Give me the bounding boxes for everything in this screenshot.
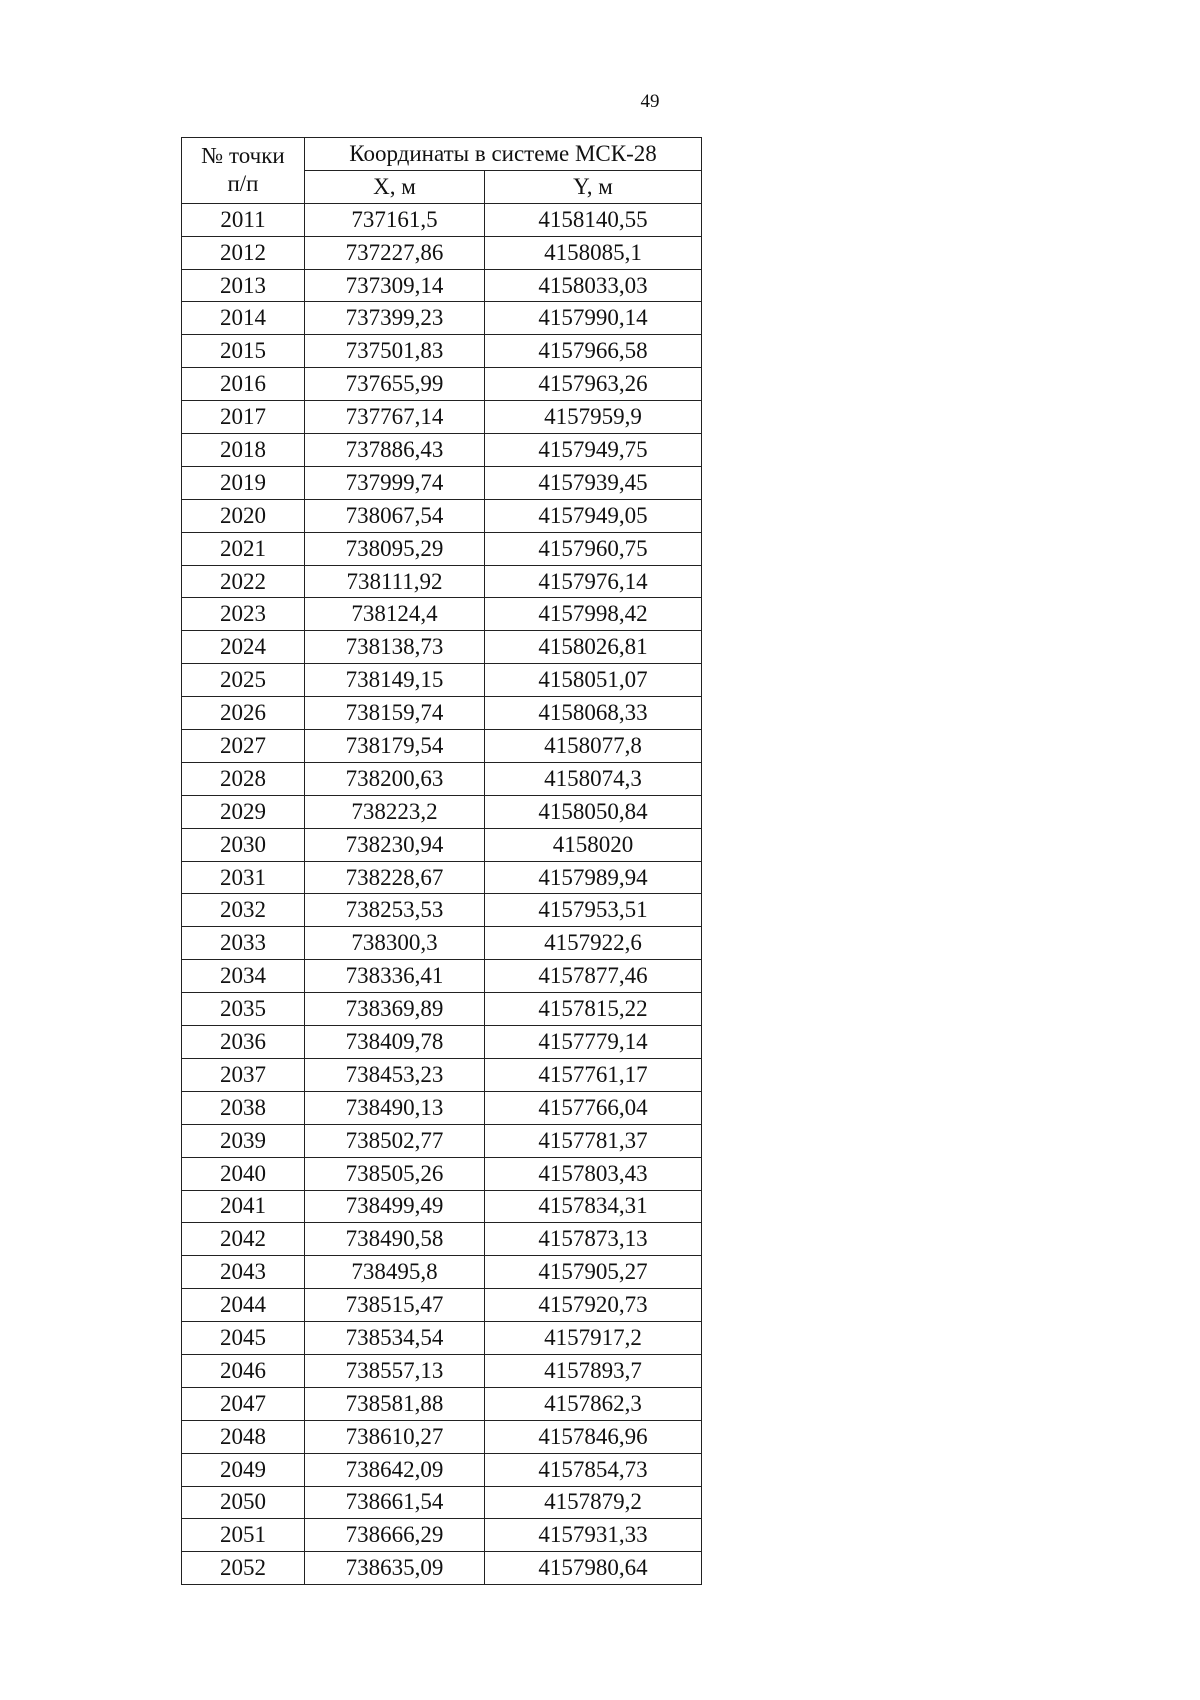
point-number-cell: 2026: [182, 697, 305, 730]
point-number-cell: 2027: [182, 730, 305, 763]
table-row: [182, 1322, 702, 1355]
table-row: [182, 697, 702, 730]
table-row: [182, 236, 702, 269]
y-coordinate-cell: 4157920,73: [485, 1289, 702, 1322]
x-coordinate-cell: 738534,54: [305, 1322, 485, 1355]
point-number-cell: 2036: [182, 1026, 305, 1059]
point-number-cell: 2051: [182, 1519, 305, 1552]
y-coordinate-cell: 4158050,84: [485, 795, 702, 828]
x-coordinate-cell: 738228,67: [305, 861, 485, 894]
x-coordinate-cell: 738253,53: [305, 894, 485, 927]
x-coordinate-cell: 737309,14: [305, 269, 485, 302]
y-coordinate-cell: 4157960,75: [485, 532, 702, 565]
table-row: [182, 960, 702, 993]
table-row: [182, 368, 702, 401]
point-number-cell: 2012: [182, 236, 305, 269]
point-number-cell: 2028: [182, 762, 305, 795]
point-number-cell: 2019: [182, 466, 305, 499]
table-row: [182, 565, 702, 598]
table-row: [182, 631, 702, 664]
y-coordinate-cell: 4157976,14: [485, 565, 702, 598]
y-coordinate-cell: 4157949,75: [485, 434, 702, 467]
table-row: [182, 302, 702, 335]
point-number-cell: 2023: [182, 598, 305, 631]
x-coordinate-cell: 738409,78: [305, 1026, 485, 1059]
point-number-label: № точки: [201, 143, 285, 169]
x-coordinate-cell: 738230,94: [305, 828, 485, 861]
table-row: [182, 1223, 702, 1256]
x-coordinate-cell: 737655,99: [305, 368, 485, 401]
y-coordinate-cell: 4157959,9: [485, 401, 702, 434]
point-number-cell: 2034: [182, 960, 305, 993]
y-coordinate-cell: 4157761,17: [485, 1058, 702, 1091]
x-coordinate-cell: 737227,86: [305, 236, 485, 269]
x-coordinate-cell: 738124,4: [305, 598, 485, 631]
point-number-cell: 2011: [182, 203, 305, 236]
point-number-cell: 2040: [182, 1157, 305, 1190]
y-coordinate-cell: 4157905,27: [485, 1256, 702, 1289]
y-coordinate-cell: 4157953,51: [485, 894, 702, 927]
table-row: [182, 1519, 702, 1552]
x-coordinate-cell: 738499,49: [305, 1190, 485, 1223]
y-coordinate-cell: 4157998,42: [485, 598, 702, 631]
table-row: [182, 927, 702, 960]
table-row: [182, 1420, 702, 1453]
table-row: [182, 1552, 702, 1585]
table-row: [182, 828, 702, 861]
point-number-cell: 2033: [182, 927, 305, 960]
table-row: [182, 664, 702, 697]
x-coordinate-cell: 738111,92: [305, 565, 485, 598]
y-coordinate-cell: 4158020: [485, 828, 702, 861]
y-coordinate-cell: 4157980,64: [485, 1552, 702, 1585]
x-coordinate-cell: 738502,77: [305, 1124, 485, 1157]
table-row: [182, 203, 702, 236]
point-number-header: [182, 138, 305, 204]
y-coordinate-cell: 4157854,73: [485, 1453, 702, 1486]
table-row: [182, 269, 702, 302]
table-row: [182, 730, 702, 763]
table-row: [182, 795, 702, 828]
point-number-cell: 2043: [182, 1256, 305, 1289]
table-row: [182, 861, 702, 894]
point-number-cell: 2038: [182, 1091, 305, 1124]
y-coordinate-cell: 4158033,03: [485, 269, 702, 302]
y-coordinate-cell: 4157815,22: [485, 993, 702, 1026]
x-column-header: X, м: [305, 170, 485, 203]
y-coordinate-cell: 4157834,31: [485, 1190, 702, 1223]
table-row: [182, 1354, 702, 1387]
header-row-top: [182, 138, 702, 171]
x-coordinate-cell: 738490,13: [305, 1091, 485, 1124]
y-coordinate-cell: 4158140,55: [485, 203, 702, 236]
table-row: [182, 762, 702, 795]
point-number-cell: 2047: [182, 1387, 305, 1420]
table-row: [182, 598, 702, 631]
point-number-cell: 2052: [182, 1552, 305, 1585]
point-number-cell: 2021: [182, 532, 305, 565]
point-number-cell: 2025: [182, 664, 305, 697]
y-coordinate-cell: 4157873,13: [485, 1223, 702, 1256]
table-row: [182, 1486, 702, 1519]
point-number-cell: 2035: [182, 993, 305, 1026]
x-coordinate-cell: 738159,74: [305, 697, 485, 730]
point-number-cell: 2015: [182, 335, 305, 368]
y-coordinate-cell: 4158085,1: [485, 236, 702, 269]
y-coordinate-cell: 4157990,14: [485, 302, 702, 335]
coordinates-table: [181, 137, 702, 1585]
y-coordinate-cell: 4157931,33: [485, 1519, 702, 1552]
table-row: [182, 1026, 702, 1059]
table-row: [182, 1190, 702, 1223]
coords-group-header: Координаты в системе МСК-28: [305, 138, 702, 171]
x-coordinate-cell: 738453,23: [305, 1058, 485, 1091]
x-coordinate-cell: 738336,41: [305, 960, 485, 993]
table-row: [182, 532, 702, 565]
table-row: [182, 894, 702, 927]
x-coordinate-cell: 738581,88: [305, 1387, 485, 1420]
x-coordinate-cell: 738635,09: [305, 1552, 485, 1585]
point-number-cell: 2050: [182, 1486, 305, 1519]
x-coordinate-cell: 738179,54: [305, 730, 485, 763]
point-number-cell: 2029: [182, 795, 305, 828]
y-column-header: Y, м: [485, 170, 702, 203]
x-coordinate-cell: 738661,54: [305, 1486, 485, 1519]
point-number-cell: 2032: [182, 894, 305, 927]
table-row: [182, 1387, 702, 1420]
table-row: [182, 1453, 702, 1486]
point-number-cell: 2014: [182, 302, 305, 335]
y-coordinate-cell: 4157922,6: [485, 927, 702, 960]
x-coordinate-cell: 738095,29: [305, 532, 485, 565]
x-coordinate-cell: 738490,58: [305, 1223, 485, 1256]
x-coordinate-cell: 738200,63: [305, 762, 485, 795]
table-row: [182, 401, 702, 434]
y-coordinate-cell: 4157917,2: [485, 1322, 702, 1355]
x-coordinate-cell: 738138,73: [305, 631, 485, 664]
point-number-cell: 2031: [182, 861, 305, 894]
x-coordinate-cell: 738300,3: [305, 927, 485, 960]
y-coordinate-cell: 4157781,37: [485, 1124, 702, 1157]
x-coordinate-cell: 738515,47: [305, 1289, 485, 1322]
x-coordinate-cell: 738495,8: [305, 1256, 485, 1289]
x-coordinate-cell: 738369,89: [305, 993, 485, 1026]
x-coordinate-cell: 738610,27: [305, 1420, 485, 1453]
table-row: [182, 1157, 702, 1190]
y-coordinate-cell: 4157877,46: [485, 960, 702, 993]
table-row: [182, 1289, 702, 1322]
x-coordinate-cell: 738505,26: [305, 1157, 485, 1190]
y-coordinate-cell: 4157862,3: [485, 1387, 702, 1420]
x-coordinate-cell: 737886,43: [305, 434, 485, 467]
x-coordinate-cell: 738557,13: [305, 1354, 485, 1387]
y-coordinate-cell: 4158068,33: [485, 697, 702, 730]
point-number-cell: 2013: [182, 269, 305, 302]
table-row: [182, 499, 702, 532]
y-coordinate-cell: 4157846,96: [485, 1420, 702, 1453]
y-coordinate-cell: 4157779,14: [485, 1026, 702, 1059]
table-header: [182, 138, 702, 204]
y-coordinate-cell: 4157879,2: [485, 1486, 702, 1519]
point-number-cell: 2039: [182, 1124, 305, 1157]
y-coordinate-cell: 4157949,05: [485, 499, 702, 532]
point-number-cell: 2024: [182, 631, 305, 664]
y-coordinate-cell: 4158077,8: [485, 730, 702, 763]
point-number-cell: 2045: [182, 1322, 305, 1355]
x-coordinate-cell: 737501,83: [305, 335, 485, 368]
point-number-cell: 2049: [182, 1453, 305, 1486]
point-number-cell: 2018: [182, 434, 305, 467]
y-coordinate-cell: 4157766,04: [485, 1091, 702, 1124]
x-coordinate-cell: 738149,15: [305, 664, 485, 697]
point-number-cell: 2044: [182, 1289, 305, 1322]
y-coordinate-cell: 4157989,94: [485, 861, 702, 894]
x-coordinate-cell: 738067,54: [305, 499, 485, 532]
point-number-cell: 2017: [182, 401, 305, 434]
x-coordinate-cell: 737999,74: [305, 466, 485, 499]
point-number-cell: 2048: [182, 1420, 305, 1453]
x-coordinate-cell: 738642,09: [305, 1453, 485, 1486]
point-number-cell: 2016: [182, 368, 305, 401]
y-coordinate-cell: 4158051,07: [485, 664, 702, 697]
point-number-cell: 2030: [182, 828, 305, 861]
table-row: [182, 1124, 702, 1157]
y-coordinate-cell: 4157893,7: [485, 1354, 702, 1387]
point-number-sub-label: п/п: [227, 171, 259, 197]
table-body: [182, 203, 702, 1584]
y-coordinate-cell: 4157803,43: [485, 1157, 702, 1190]
x-coordinate-cell: 738223,2: [305, 795, 485, 828]
x-coordinate-cell: 737399,23: [305, 302, 485, 335]
x-coordinate-cell: 737767,14: [305, 401, 485, 434]
y-coordinate-cell: 4157939,45: [485, 466, 702, 499]
point-number-cell: 2042: [182, 1223, 305, 1256]
x-coordinate-cell: 738666,29: [305, 1519, 485, 1552]
y-coordinate-cell: 4157966,58: [485, 335, 702, 368]
table-row: [182, 993, 702, 1026]
x-coordinate-cell: 737161,5: [305, 203, 485, 236]
point-number-cell: 2046: [182, 1354, 305, 1387]
y-coordinate-cell: 4157963,26: [485, 368, 702, 401]
table-row: [182, 1058, 702, 1091]
y-coordinate-cell: 4158074,3: [485, 762, 702, 795]
point-number-cell: 2022: [182, 565, 305, 598]
table-row: [182, 1256, 702, 1289]
point-number-cell: 2020: [182, 499, 305, 532]
table-row: [182, 335, 702, 368]
point-number-cell: 2041: [182, 1190, 305, 1223]
table-row: [182, 1091, 702, 1124]
table-row: [182, 434, 702, 467]
point-number-cell: 2037: [182, 1058, 305, 1091]
table-row: [182, 466, 702, 499]
y-coordinate-cell: 4158026,81: [485, 631, 702, 664]
page-number: 49: [640, 91, 660, 112]
